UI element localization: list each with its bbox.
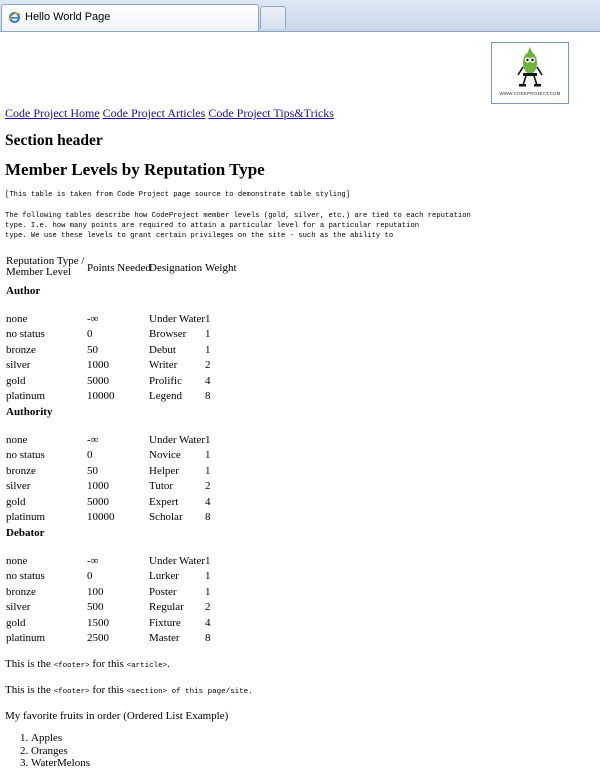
table-cell: bronze bbox=[6, 343, 36, 356]
table-cell: 1 bbox=[205, 343, 211, 356]
new-tab-button[interactable] bbox=[260, 6, 286, 29]
header-points-needed: Points Needed bbox=[87, 262, 151, 274]
table-cell: Under Water bbox=[149, 313, 206, 325]
table-cell: 1000 bbox=[87, 480, 109, 493]
table-cell: bronze bbox=[6, 585, 36, 598]
logo-text: WWW.CODEPROJECT.COM bbox=[499, 91, 561, 96]
table-cell: Novice bbox=[149, 449, 181, 462]
header-weight: Weight bbox=[205, 262, 237, 274]
tab-title: Hello World Page bbox=[25, 11, 111, 23]
table-cell: Regular bbox=[149, 601, 184, 614]
table-cell: 5000 bbox=[87, 495, 109, 508]
list-item: 3. WaterMelons bbox=[31, 757, 90, 770]
description-line-2: type. I.e. how many points are required to attain a particular level for a particular reputation bbox=[5, 222, 420, 230]
table-cell: Lurker bbox=[149, 570, 179, 583]
table-cell: 4 bbox=[205, 616, 211, 629]
section-header: Section header bbox=[5, 132, 103, 149]
table-cell: silver bbox=[6, 601, 31, 614]
table-cell: Master bbox=[149, 632, 180, 644]
table-cell: bronze bbox=[6, 464, 36, 477]
table-cell: 0 bbox=[87, 570, 93, 583]
nav-links bbox=[5, 106, 334, 121]
table-note: [This table is taken from Code Project page source to demonstrate table styling] bbox=[5, 191, 351, 199]
description-line-3: type. We use these levels to grant certain privileges on the site - such as the ability to bbox=[5, 232, 394, 240]
fruit-list bbox=[5, 732, 90, 770]
table-cell: 1 bbox=[205, 585, 211, 598]
table-cell: 1500 bbox=[87, 616, 109, 629]
nav-link-home[interactable]: Code Project Home bbox=[5, 106, 100, 120]
table-cell: 1000 bbox=[87, 359, 109, 372]
table-cell: 2 bbox=[205, 480, 211, 493]
table-cell: 1 bbox=[205, 313, 211, 325]
table-cell: Prolific bbox=[149, 374, 182, 387]
table-cell: gold bbox=[6, 495, 26, 508]
table-cell: none bbox=[6, 313, 28, 325]
table-cell: gold bbox=[6, 616, 26, 629]
table-cell: 0 bbox=[87, 449, 93, 462]
table-cell: 0 bbox=[87, 328, 93, 341]
table-cell: 50 bbox=[87, 343, 98, 356]
table-cell: silver bbox=[6, 359, 31, 372]
table-cell: Scholar bbox=[149, 511, 183, 523]
table-cell: 1 bbox=[205, 555, 211, 567]
table-cell: 1 bbox=[205, 434, 211, 446]
table-cell: -∞ bbox=[87, 555, 99, 567]
internet-explorer-icon bbox=[8, 11, 21, 24]
table-cell: 1 bbox=[205, 570, 211, 583]
table-cell: Under Water bbox=[149, 555, 206, 567]
list-item: 2. Oranges bbox=[31, 745, 90, 758]
table-cell: platinum bbox=[6, 390, 46, 402]
table-cell: 1 bbox=[205, 464, 211, 477]
table-cell: 10000 bbox=[87, 511, 115, 523]
table-cell: none bbox=[6, 434, 28, 446]
table-cell: 500 bbox=[87, 601, 104, 614]
table-cell: 4 bbox=[205, 495, 211, 508]
table-cell: no status bbox=[6, 328, 45, 341]
nav-link-tips[interactable]: Code Project Tips&Tricks bbox=[208, 106, 334, 120]
table-cell: Writer bbox=[149, 359, 178, 372]
list-intro: My favorite fruits in order (Ordered List Example) bbox=[5, 710, 229, 722]
group-header: Debator bbox=[6, 527, 45, 539]
nav-link-articles[interactable]: Code Project Articles bbox=[102, 106, 206, 120]
article-footer: This is the <footer> for this <article>. bbox=[5, 658, 170, 670]
table-cell: Poster bbox=[149, 585, 177, 598]
table-cell: 1 bbox=[205, 449, 211, 462]
table-cell: Expert bbox=[149, 495, 179, 508]
table-cell: -∞ bbox=[87, 313, 99, 325]
table-cell: 2 bbox=[205, 359, 211, 372]
table-cell: 8 bbox=[205, 390, 211, 402]
header-designation: Designation bbox=[149, 262, 203, 274]
table-cell: no status bbox=[6, 570, 45, 583]
article-title: Member Levels by Reputation Type bbox=[5, 160, 265, 179]
table-cell: platinum bbox=[6, 632, 46, 644]
table-cell: 100 bbox=[87, 585, 104, 598]
browser-tab[interactable] bbox=[1, 4, 259, 31]
header-reputation-type: Reputation Type / Member Level bbox=[6, 255, 85, 278]
description-line-1: The following tables describe how CodeProject member levels (gold, silver, etc.) are tied to each reputation bbox=[5, 212, 471, 220]
table-cell: 4 bbox=[205, 374, 211, 387]
table-cell: Debut bbox=[149, 343, 176, 356]
table-cell: gold bbox=[6, 374, 26, 387]
group-header: Authority bbox=[6, 406, 53, 418]
table-cell: 8 bbox=[205, 511, 211, 523]
table-cell: platinum bbox=[6, 511, 46, 523]
table-cell: 5000 bbox=[87, 374, 109, 387]
table-cell: 2500 bbox=[87, 632, 109, 644]
table-cell: Legend bbox=[149, 390, 182, 402]
table-cell: Browser bbox=[149, 328, 187, 341]
table-cell: no status bbox=[6, 449, 45, 462]
group-header: Author bbox=[6, 285, 41, 297]
table-cell: 8 bbox=[205, 632, 211, 644]
table-cell: 1 bbox=[205, 328, 211, 341]
table-cell: none bbox=[6, 555, 28, 567]
table-cell: 50 bbox=[87, 464, 98, 477]
browser-tab-bar bbox=[0, 0, 600, 32]
table-cell: Helper bbox=[149, 464, 179, 477]
section-footer: This is the <footer> for this <section> of this page/site. bbox=[5, 684, 253, 696]
codeproject-mascot-icon bbox=[492, 43, 568, 91]
table-cell: silver bbox=[6, 480, 31, 493]
list-item: 1. Apples bbox=[31, 732, 90, 745]
table-cell: Fixture bbox=[149, 616, 181, 629]
table-cell: Under Water bbox=[149, 434, 206, 446]
table-cell: 10000 bbox=[87, 390, 115, 402]
codeproject-logo bbox=[491, 42, 569, 104]
table-cell: 2 bbox=[205, 601, 211, 614]
table-cell: -∞ bbox=[87, 434, 99, 446]
table-cell: Tutor bbox=[149, 480, 174, 493]
